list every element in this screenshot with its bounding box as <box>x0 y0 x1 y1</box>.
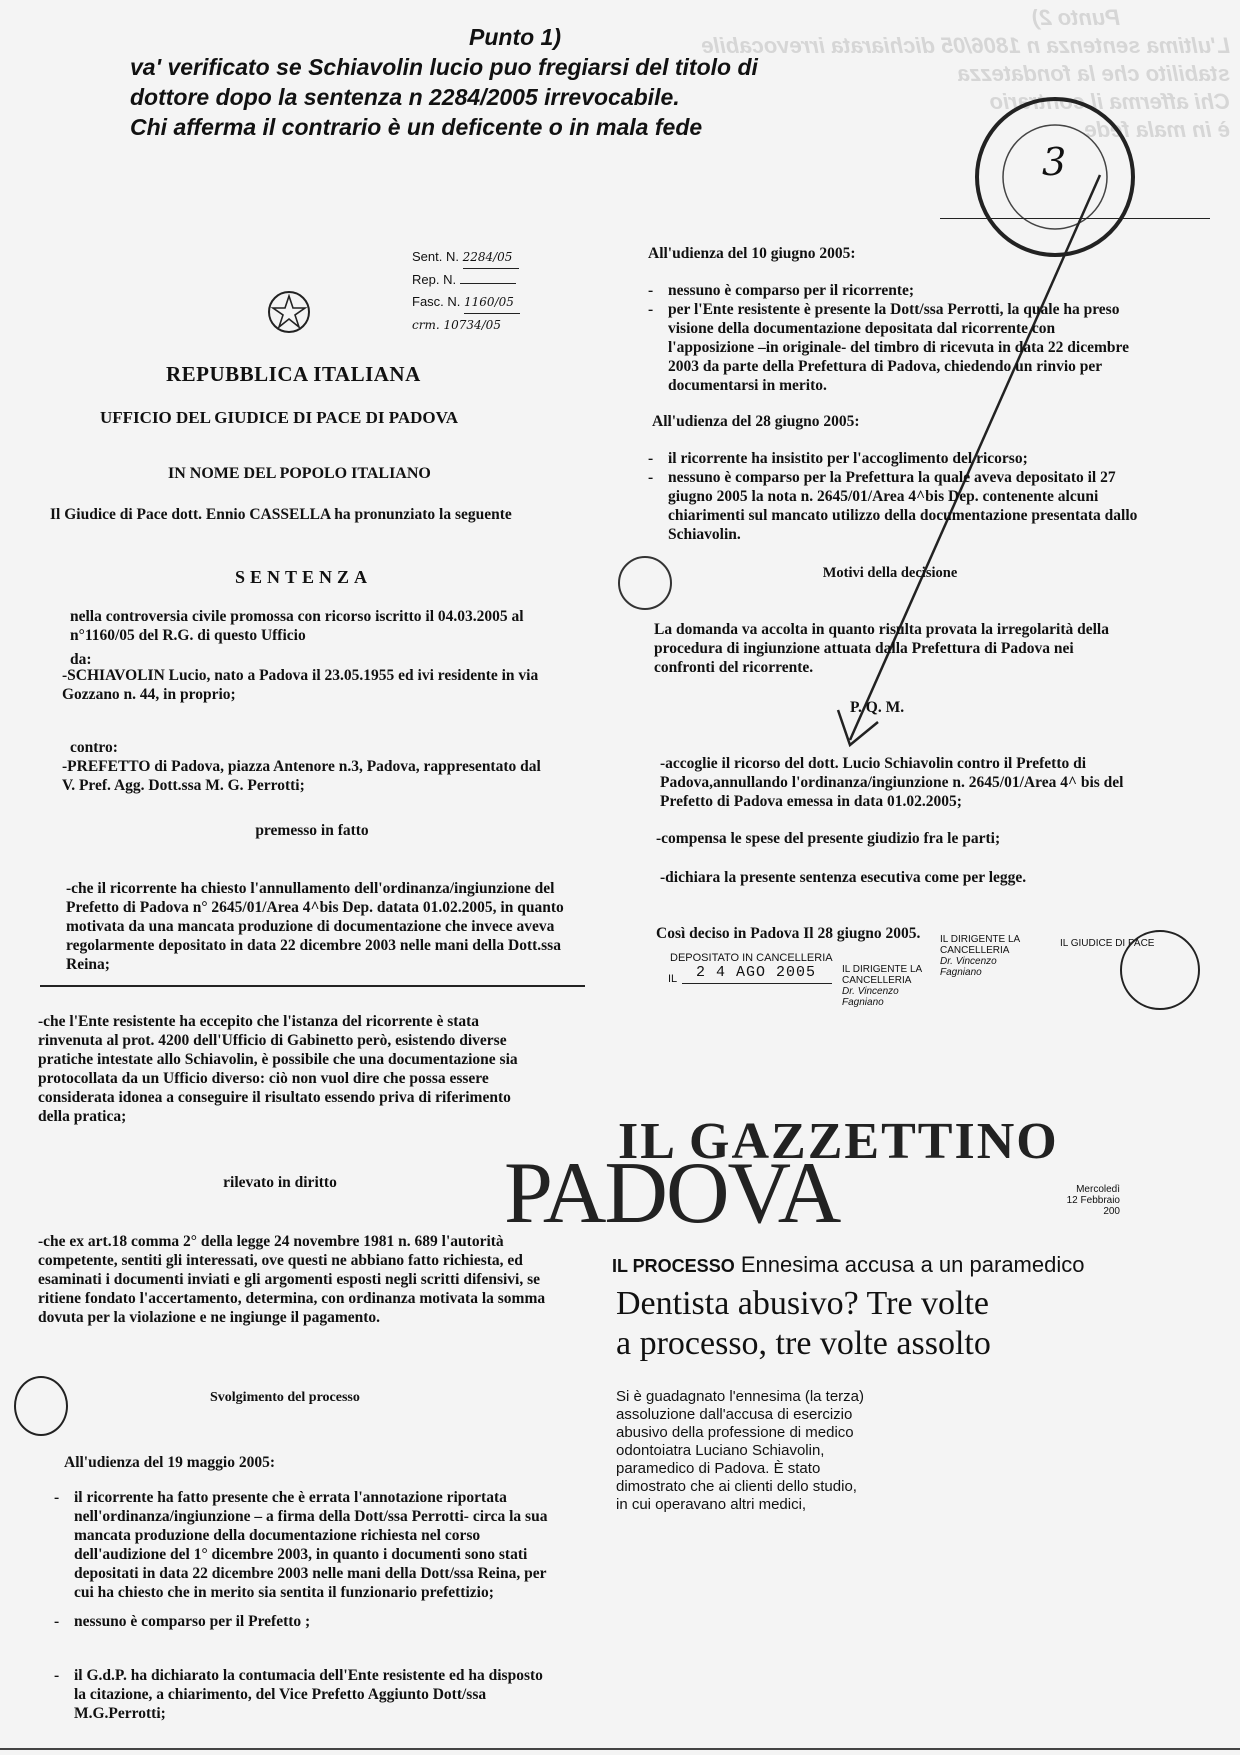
ruling-costs: -compensa le spese del presente giudizio fra le parti; <box>656 830 1001 847</box>
fasc-label: Fasc. N. <box>412 294 461 309</box>
hearing-june28-heading: All'udienza del 28 giugno 2005: <box>652 413 860 430</box>
newspaper-body: Si è guadagnato l'ennesima (la terza) assoluzione dall'accusa di esercizio abusivo della professione di medico odontoiatra Luciano Schiavolin, paramedico di Padova. È stato dimostrato che ai clienti dello studio, in cui operavano altri medici, <box>616 1388 865 1513</box>
newspaper-dateline: Mercoledì 12 Febbraio 200 <box>1066 1184 1120 1217</box>
signature-clerk-1-title: IL DIRIGENTE LA CANCELLERIA <box>940 934 1020 956</box>
newspaper-section: IL PROCESSO <box>612 1256 735 1276</box>
rep-label: Rep. N. <box>412 272 457 287</box>
fact-text-1: -che il ricorrente ha chiesto l'annullamento dell'ordinanza/ingiunzione del Prefetto di Padova n° 2645/01/Area 4^bis Dep. datata 01.02.2005, in quanto motivata da una mancata produzione di documentazione che invece aveva regolarmente depositato in data 22 dicembre 2003 nelle mani della Dott.ssa Reina; <box>66 880 564 973</box>
svolgimento-heading: Svolgimento del processo <box>210 1390 360 1405</box>
defendant-text: -PREFETTO di Padova, piazza Antenore n.3, Padova, rappresentato dal V. Pref. Agg. Dott.ssa M. G. Perrotti; <box>62 758 541 794</box>
rilevato-heading: rilevato in diritto <box>223 1174 337 1191</box>
hearing-may-item-2: - nessuno è comparso per il Prefetto ; <box>54 1612 554 1631</box>
hearing-may-text-3: il G.d.P. ha dichiarato la contumacia dell'Ente resistente ed ha disposto la citazione, a chiarimento, del Vice Prefetto Aggiunto Dott/ssa M.G.Perrotti; <box>74 1667 543 1722</box>
ghost-line: stabilito che la fondatezza <box>957 61 1230 86</box>
left-divider <box>40 985 585 987</box>
stamp-mid-right <box>618 556 672 610</box>
newspaper-headline <box>616 1284 1136 1364</box>
closing-text: Così deciso in Padova Il 28 giugno 2005. <box>656 925 921 942</box>
newspaper-kicker-text: Ennesima accusa a un paramedico <box>740 1252 1085 1277</box>
contro-label: contro: <box>70 739 118 756</box>
extra-number: crm. 10734/05 <box>412 318 501 332</box>
hearing-june28-text-2: nessuno è comparso per la Prefettura la quale aveva depositato il 27 giugno 2005 la nota n. 2645/01/Area 4^bis Dep. contenente alcuni chiarimenti sul mancato utilizzo della documentazione presentata dallo Schiavolin. <box>668 469 1138 543</box>
ghost-line: Punto 2) <box>1032 5 1120 30</box>
bottom-edge <box>0 1748 1240 1750</box>
deposit-il: IL <box>668 973 678 985</box>
signature-clerk-2-name: Dr. Vincenzo Fagniano <box>842 986 899 1008</box>
sent-number: 2284/05 <box>463 246 519 269</box>
stamp-number: 3 <box>1042 140 1067 184</box>
controversy-text: nella controversia civile promossa con ricorso iscritto il 04.03.2005 al n°1160/05 del R.G. di questo Ufficio <box>70 608 524 644</box>
newspaper-headline-2: a processo, tre volte assolto <box>616 1325 991 1362</box>
newspaper-masthead: IL GAZZETTINO <box>618 1113 1059 1170</box>
ruling-executive: -dichiara la presente sentenza esecutiva come per legge. <box>660 869 1027 886</box>
sent-label: Sent. N. <box>412 249 459 264</box>
newspaper-headline-1: Dentista abusivo? Tre volte <box>616 1285 990 1322</box>
law-text: -che ex art.18 comma 2° della legge 24 novembre 1981 n. 689 l'autorità competente, sentiti gli interessati, ove questi ne abbiano fatto richiesta, ed esaminati i documenti inviati e gli argomenti esposti negli scritti difensivi, se ritiene fondato l'accertamento, determina, con ordinanza motivata la somma dovuta per la violazione e ne ingiunge il pagamento. <box>38 1233 546 1326</box>
signature-clerk-2 <box>842 964 942 1008</box>
ghost-line: L'ultima sentenza n 1806/05 dichiarata irrevocabile <box>701 33 1230 58</box>
hearing-june10-heading: All'udienza del 10 giugno 2005: <box>648 245 856 262</box>
hearing-may-item-1: - il ricorrente ha fatto presente che è errata l'annotazione riportata nell'ordinanza/ingiunzione – a firma della Dott/ssa Perrotti- circa la sua mancata produzione della documentazione richiesta nel corso dell'audizione del 1° dicembre 2003, in quanto i documenti sono stati depositati in data 22 dicembre 2003 nelle mani della Dott/ssa Reina, per cui ha chiesto che in merito sia sentita il funzionario prefettizio; <box>54 1488 554 1602</box>
hearing-june10-item-1: - nessuno è comparso per il ricorrente; <box>648 281 1138 300</box>
republic-title: REPUBBLICA ITALIANA <box>166 362 421 386</box>
hearing-may-item-3: - il G.d.P. ha dichiarato la contumacia dell'Ente resistente ed ha disposto la citazione, a chiarimento, del Vice Prefetto Aggiunto Dott/ssa M.G.Perrotti; <box>54 1666 554 1723</box>
sentenza-heading: SENTENZA <box>235 567 373 587</box>
signature-clerk-1 <box>940 934 1040 978</box>
hearing-june28-text-1: il ricorrente ha insistito per l'accoglimento del ricorso; <box>668 450 1028 467</box>
ruling-accept: -accoglie il ricorso del dott. Lucio Schiavolin contro il Prefetto di Padova,annullando l'ordinanza/ingiunzione n. 2645/01/Area 4^ bis del Prefetto di Padova emessa in data 01.02.2005; <box>660 755 1124 810</box>
newspaper-kicker <box>612 1252 1084 1278</box>
header-note <box>130 22 890 142</box>
ghost-line: Chi afferma il contrario <box>989 89 1230 114</box>
header-line: Chi afferma il contrario è un deficente o in mala fede <box>130 114 703 140</box>
office-title: UFFICIO DEL GIUDICE DI PACE DI PADOVA <box>100 408 458 427</box>
hearing-june10-item-2: - per l'Ente resistente è presente la Dott/ssa Perrotti, la quale ha preso visione della documentazione depositata dal ricorrente con l'apposizione –in originale- del timbro di ricevuta in data 22 dicembre 2003 da parte della Prefettura di Padova, chiedendo un rinvio per documentarsi in merito. <box>648 300 1138 395</box>
da-label: da: <box>70 651 92 668</box>
hearing-may-text-1: il ricorrente ha fatto presente che è errata l'annotazione riportata nell'ordinanza/ingiunzione – a firma della Dott/ssa Perrotti- circa la sua mancata produzione della documentazione richiesta nel corso dell'audizione del 1° dicembre 2003, in quanto i documenti sono stati depositati in data 22 dicembre 2003 nelle mani della Dott/ssa Reina, per cui ha chiesto che in merito sia sentita il funzionario prefettizio; <box>74 1489 548 1601</box>
hearing-june10-text-1: nessuno è comparso per il ricorrente; <box>668 282 915 299</box>
intro-text: Il Giudice di Pace dott. Ennio CASSELLA ha pronunziato la seguente <box>50 506 512 523</box>
fact-text-2: -che l'Ente resistente ha eccepito che l'istanza del ricorrente è stata rinvenuta al prot. 4200 dell'Ufficio di Gabinetto però, esistendo diverse pratiche intestate allo Schiavolin, è possibile che una documentazione sia protocollata da un Ufficio diverso: ciò non vuol dire che possa essere considerata idonea a conseguire il risultato essendo priva di riferimento della pratica; <box>38 1013 518 1125</box>
ghost-line: è in mala fede <box>1084 117 1230 142</box>
deposit-label: DEPOSITATO IN CANCELLERIA <box>670 952 833 964</box>
hearing-may-text-2: nessuno è comparso per il Prefetto ; <box>74 1613 311 1630</box>
signature-judge: IL GIUDICE DI PACE <box>1060 938 1155 949</box>
signature-clerk-2-title: IL DIRIGENTE LA CANCELLERIA <box>842 964 922 986</box>
signature-clerk-1-name: Dr. Vincenzo Fagniano <box>940 956 997 978</box>
motivi-heading: Motivi della decisione <box>822 565 958 581</box>
newspaper-city: PADOVA <box>504 1145 840 1242</box>
header-line: dottore dopo la sentenza n 2284/2005 irrevocabile. <box>130 84 680 110</box>
stamp-judge <box>1120 930 1200 1010</box>
premesso-heading: premesso in fatto <box>255 822 369 839</box>
stamp-left <box>14 1376 68 1436</box>
people-heading: IN NOME DEL POPOLO ITALIANO <box>168 465 431 482</box>
pqm-heading: P. Q. M. <box>850 699 905 716</box>
plaintiff-text: -SCHIAVOLIN Lucio, nato a Padova il 23.05.1955 ed ivi residente in via Gozzano n. 44, in proprio; <box>62 667 539 703</box>
hearing-june28-item-2: - nessuno è comparso per la Prefettura la quale aveva depositato il 27 giugno 2005 la nota n. 2645/01/Area 4^bis Dep. contenente alcuni chiarimenti sul mancato utilizzo della documentazione presentata dallo Schiavolin. <box>648 469 1138 543</box>
republic-emblem-icon <box>266 289 312 335</box>
rep-number <box>460 283 516 284</box>
hearing-june10-text-2: per l'Ente resistente è presente la Dott/ssa Perrotti, la quale ha preso visione della documentazione depositata dal ricorrente con l'apposizione –in originale- del timbro di ricevuta in data 22 dicembre 2003 da parte della Prefettura di Padova, chiedendo un rinvio per documentarsi in merito. <box>668 301 1129 394</box>
hearing-june28-item-1: - il ricorrente ha insistito per l'accoglimento del ricorso; <box>648 449 1138 468</box>
header-line: va' verificato se Schiavolin lucio puo fregiarsi del titolo di <box>130 54 758 80</box>
hearing-may-heading: All'udienza del 19 maggio 2005: <box>64 1454 275 1471</box>
fasc-number: 1160/05 <box>464 291 520 314</box>
header-point: Punto 1) <box>469 24 561 50</box>
deposit-date: 2 4 AGO 2005 <box>696 964 817 981</box>
decision-reason-text: La domanda va accolta in quanto risulta provata la irregolarità della procedura di ingiunzione attuata dalla Prefettura di Padova nei confronti del ricorrente. <box>654 621 1109 676</box>
deposit-line <box>682 983 832 984</box>
case-references <box>412 246 520 336</box>
